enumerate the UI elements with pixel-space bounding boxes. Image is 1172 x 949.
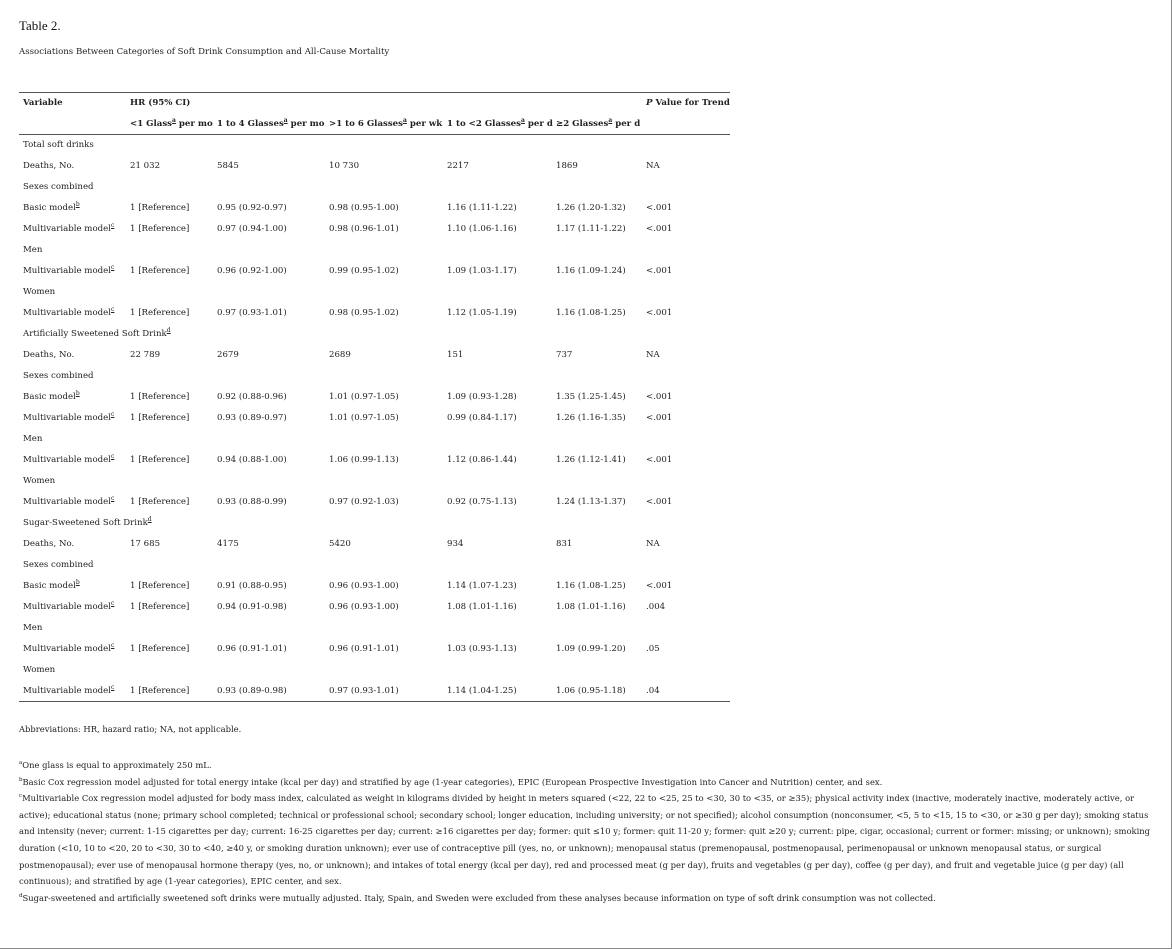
row-label: Basic model$^b$	[23, 390, 80, 402]
row-label: Multivariable model$^c$	[19, 681, 126, 702]
footnote-mark: a	[19, 760, 23, 767]
hr-cell: 1.06 (0.99-1.13)	[329, 455, 399, 465]
footnote-mark: d	[19, 892, 23, 899]
hr-cell: 0.97 (0.93-1.01)	[217, 308, 287, 318]
hr-cell: 1.14 (1.04-1.25)	[443, 681, 552, 702]
table-row	[19, 534, 730, 555]
header-variable: Variable	[19, 93, 126, 114]
subgroup-label: Sexes combined	[23, 371, 94, 381]
hr-cell: 1869	[556, 161, 578, 171]
hr-cell: 1.24 (1.13-1.37)	[556, 497, 626, 507]
hr-cell: 1.26 (1.12-1.41)	[556, 455, 626, 465]
subgroup-label: Women	[23, 287, 56, 297]
p-trend-cell: <.001	[646, 308, 673, 318]
footnote	[19, 757, 1159, 774]
subgroup-row	[19, 240, 730, 261]
hr-cell: 0.93 (0.89-0.98)	[213, 681, 325, 702]
table-row	[19, 261, 730, 282]
hr-cell: 1.12 (1.05-1.19)	[447, 308, 517, 318]
table-title: Table 2.	[19, 18, 61, 33]
section-label: Total soft drinks	[23, 140, 94, 151]
header-p-rest: Value for Trend	[652, 98, 730, 109]
hr-cell: 1.01 (0.97-1.05)	[329, 413, 399, 423]
section-label: Sugar-Sweetened Soft Drink$^d$	[23, 516, 152, 528]
hr-cell: 934	[447, 539, 464, 549]
hr-cell: 1.12 (0.86-1.44)	[447, 455, 517, 465]
row-label: Basic model$^b$	[23, 201, 80, 213]
p-trend-cell: NA	[646, 539, 660, 549]
table-row	[19, 576, 730, 597]
row-label: Multivariable model$^c$	[23, 642, 115, 654]
header-col-5: ≥2 Glasses$^a$ per d	[552, 114, 642, 135]
p-trend-cell: NA	[646, 161, 660, 171]
p-trend-cell: .05	[646, 644, 660, 654]
hr-cell: 1.14 (1.07-1.23)	[447, 581, 517, 591]
hr-cell: 10 730	[329, 161, 360, 171]
row-label: Deaths, No.	[23, 539, 75, 549]
hr-cell: 2217	[447, 161, 469, 171]
hr-cell: 1.16 (1.08-1.25)	[556, 308, 626, 318]
p-trend-cell: <.001	[646, 224, 673, 234]
row-label: Multivariable model$^c$	[23, 222, 115, 234]
footnote-mark: c	[19, 793, 23, 800]
subgroup-label: Men	[23, 434, 43, 444]
hr-cell: 17 685	[130, 539, 161, 549]
header-blank	[19, 114, 126, 135]
hr-cell: 1.26 (1.16-1.35)	[556, 413, 626, 423]
p-trend-cell: <.001	[646, 455, 673, 465]
section-row	[19, 135, 730, 156]
hr-cell: 0.98 (0.95-1.00)	[329, 203, 399, 213]
footnote-text: Multivariable Cox regression model adjusted for body mass index, calculated as weight in kilograms divided by height in meters squared (<22, 22 to <25, 25 to <30, 30 to <35, or ≥35); physical activity index (inactive, moderately inactive, moderately active, or active); educational status (none; primary school completed; technical or professional school; secondary school; longer education, including university; or not specified); alcohol consumption (nonconsumer, <5, 5 to <15, 15 to <30, or ≥30 g per day); smoking status and intensity (never; current: 1-15 cigarettes per day; current: 16-25 cigarettes per day; current: ≥16 cigarettes per day; former: quit ≤10 y; former: quit 11-20 y; former: quit ≥20 y; current: pipe, cigar, occasional; current or former: missing; or unknown); smoking duration (<10, 10 to <20, 20 to <30, 30 to <40, ≥40 y, or smoking duration unknown); ever use of contraceptive pill (yes, no, or unknown); menopausal status (premenopausal, postmenopausal, perimenopausal or unknown menopausal status, or surgical postmenopausal); ever use of menopausal hormone therapy (yes, no, or unknown); and intakes of total energy (kcal per day), red and processed meat (g per day), fruits and vegetables (g per day), coffee (g per day), and fruit and vegetable juice (g per day) (all continuous); and stratified by age (1-year categories), EPIC center, and sex.	[19, 793, 1151, 887]
subgroup-row	[19, 618, 730, 639]
table-row	[19, 408, 730, 429]
hr-cell: 0.93 (0.89-0.97)	[217, 413, 287, 423]
row-label: Multivariable model$^c$	[23, 453, 115, 465]
subgroup-row	[19, 282, 730, 303]
hr-cell: 2679	[217, 350, 239, 360]
footnote	[19, 890, 1159, 907]
hr-cell: 1 [Reference]	[126, 681, 213, 702]
hr-cell: 0.95 (0.92-0.97)	[217, 203, 287, 213]
p-trend-cell: NA	[646, 350, 660, 360]
header-blank-p	[642, 114, 730, 135]
p-trend-cell: <.001	[646, 392, 673, 402]
table-row	[19, 597, 730, 618]
subgroup-row	[19, 366, 730, 387]
hr-cell: 1 [Reference]	[130, 602, 190, 612]
hr-cell: 4175	[217, 539, 239, 549]
hr-cell: 0.94 (0.91-0.98)	[217, 602, 287, 612]
hr-cell: 1.01 (0.97-1.05)	[329, 392, 399, 402]
subgroup-label: Women	[23, 476, 56, 486]
footnote-text: One glass is equal to approximately 250 mL.	[22, 760, 212, 770]
subgroup-label: Sexes combined	[23, 182, 94, 192]
hr-cell: 0.96 (0.91-1.01)	[217, 644, 287, 654]
header-row-1	[19, 93, 730, 114]
table-row	[19, 303, 730, 324]
footnote	[19, 774, 1159, 791]
hr-cell: 0.96 (0.93-1.00)	[329, 602, 399, 612]
hr-cell: 5845	[217, 161, 239, 171]
hr-cell: 1.16 (1.08-1.25)	[556, 581, 626, 591]
header-col-4: 1 to <2 Glasses$^a$ per d	[443, 114, 552, 135]
table-row	[19, 387, 730, 408]
header-row-2	[19, 114, 730, 135]
hr-cell: 1 [Reference]	[130, 455, 190, 465]
hr-cell: 0.98 (0.96-1.01)	[329, 224, 399, 234]
footnote	[19, 790, 1159, 890]
p-trend-cell: <.001	[646, 266, 673, 276]
section-label: Artificially Sweetened Soft Drink$^d$	[23, 327, 171, 339]
hr-cell: 0.94 (0.88-1.00)	[217, 455, 287, 465]
row-label: Deaths, No.	[23, 161, 75, 171]
hr-cell: 1 [Reference]	[130, 413, 190, 423]
row-label: Multivariable model$^c$	[23, 495, 115, 507]
p-trend-cell: <.001	[646, 413, 673, 423]
hr-cell: 1.10 (1.06-1.16)	[447, 224, 517, 234]
header-col-3: >1 to 6 Glasses$^a$ per wk	[325, 114, 443, 135]
header-hr: HR (95% CI)	[126, 93, 642, 114]
table-row	[19, 156, 730, 177]
footnote-text: Basic Cox regression model adjusted for total energy intake (kcal per day) and stratified by age (1-year categories), EPIC (European Prospective Investigation into Cancer and Nutrition) center, and sex.	[22, 776, 883, 787]
p-trend-cell: .04	[642, 681, 730, 702]
header-col-2: 1 to 4 Glasses$^a$ per mo	[213, 114, 325, 135]
p-trend-cell: <.001	[646, 581, 673, 591]
subgroup-label: Men	[23, 623, 43, 633]
header-col-1: <1 Glass$^a$ per mo	[126, 114, 213, 135]
hr-cell: 1.26 (1.20-1.32)	[556, 203, 626, 213]
hr-cell: 0.99 (0.95-1.02)	[329, 266, 399, 276]
hr-cell: 1.09 (0.99-1.20)	[556, 644, 626, 654]
hr-cell: 0.97 (0.94-1.00)	[217, 224, 287, 234]
p-trend-cell: <.001	[646, 203, 673, 213]
hr-cell: 1 [Reference]	[130, 581, 190, 591]
hr-cell: 151	[447, 350, 464, 360]
header-p-letter: P	[646, 98, 653, 109]
hr-cell: 831	[556, 539, 573, 549]
table-row	[19, 345, 730, 366]
table-row	[19, 492, 730, 513]
subgroup-row	[19, 429, 730, 450]
hr-cell: 0.96 (0.91-1.01)	[329, 644, 399, 654]
hr-cell: 1.08 (1.01-1.16)	[447, 602, 517, 612]
table-row	[19, 198, 730, 219]
hr-cell: 1 [Reference]	[130, 203, 190, 213]
table-subtitle: Associations Between Categories of Soft Drink Consumption and All-Cause Mortality	[19, 47, 390, 57]
row-label: Multivariable model$^c$	[23, 306, 115, 318]
hr-cell: 0.99 (0.84-1.17)	[447, 413, 517, 423]
section-row	[19, 513, 730, 534]
row-label: Basic model$^b$	[23, 579, 80, 591]
subgroup-row	[19, 471, 730, 492]
hr-cell: 0.98 (0.95-1.02)	[329, 308, 399, 318]
hr-cell: 0.97 (0.93-1.01)	[325, 681, 443, 702]
hr-cell: 1.16 (1.11-1.22)	[447, 203, 517, 213]
hr-cell: 1 [Reference]	[130, 392, 190, 402]
abbreviations: Abbreviations: HR, hazard ratio; NA, not applicable.	[19, 724, 242, 734]
hr-cell: 21 032	[130, 161, 161, 171]
hr-cell: 1 [Reference]	[130, 497, 190, 507]
hr-cell: 737	[556, 350, 573, 360]
hr-cell: 1.03 (0.93-1.13)	[447, 644, 517, 654]
subgroup-row	[19, 177, 730, 198]
hr-cell: 1.16 (1.09-1.24)	[556, 266, 626, 276]
hr-cell: 1 [Reference]	[130, 644, 190, 654]
row-label: Multivariable model$^c$	[23, 600, 115, 612]
results-table	[19, 92, 730, 702]
hr-cell: 1 [Reference]	[130, 266, 190, 276]
hr-cell: 5420	[329, 539, 351, 549]
section-row	[19, 324, 730, 345]
hr-cell: 1.08 (1.01-1.16)	[556, 602, 626, 612]
row-label: Multivariable model$^c$	[23, 411, 115, 423]
footnote-mark: b	[19, 776, 23, 783]
footnotes	[19, 757, 1159, 906]
hr-cell: 0.93 (0.88-0.99)	[217, 497, 287, 507]
hr-cell: 1 [Reference]	[130, 308, 190, 318]
hr-cell: 2689	[329, 350, 351, 360]
table-row	[19, 639, 730, 660]
hr-cell: 0.92 (0.88-0.96)	[217, 392, 287, 402]
table-body	[19, 135, 730, 702]
hr-cell: 0.96 (0.92-1.00)	[217, 266, 287, 276]
p-trend-cell: <.001	[646, 497, 673, 507]
hr-cell: 22 789	[130, 350, 161, 360]
row-label: Multivariable model$^c$	[23, 264, 115, 276]
hr-cell: 0.96 (0.93-1.00)	[329, 581, 399, 591]
table-row	[19, 219, 730, 240]
subgroup-label: Women	[23, 665, 56, 675]
table-row	[19, 681, 730, 702]
table-row	[19, 450, 730, 471]
hr-cell: 1.17 (1.11-1.22)	[556, 224, 626, 234]
hr-cell: 1.06 (0.95-1.18)	[552, 681, 642, 702]
hr-cell: 0.92 (0.75-1.13)	[447, 497, 517, 507]
hr-cell: 1.35 (1.25-1.45)	[556, 392, 626, 402]
subgroup-row	[19, 555, 730, 576]
subgroup-row	[19, 660, 730, 681]
hr-cell: 1.09 (0.93-1.28)	[447, 392, 517, 402]
subgroup-label: Sexes combined	[23, 560, 94, 570]
row-label: Deaths, No.	[23, 350, 75, 360]
hr-cell: 1.09 (1.03-1.17)	[447, 266, 517, 276]
hr-cell: 0.91 (0.88-0.95)	[217, 581, 287, 591]
header-p-trend	[642, 93, 730, 114]
subgroup-label: Men	[23, 245, 43, 255]
footnote-text: Sugar-sweetened and artificially sweetened soft drinks were mutually adjusted. Italy, Spain, and Sweden were excluded from these analyses because information on type of soft drink consumption was not collected.	[22, 892, 936, 903]
hr-cell: 1 [Reference]	[130, 224, 190, 234]
p-trend-cell: .004	[646, 602, 666, 612]
hr-cell: 0.97 (0.92-1.03)	[329, 497, 399, 507]
